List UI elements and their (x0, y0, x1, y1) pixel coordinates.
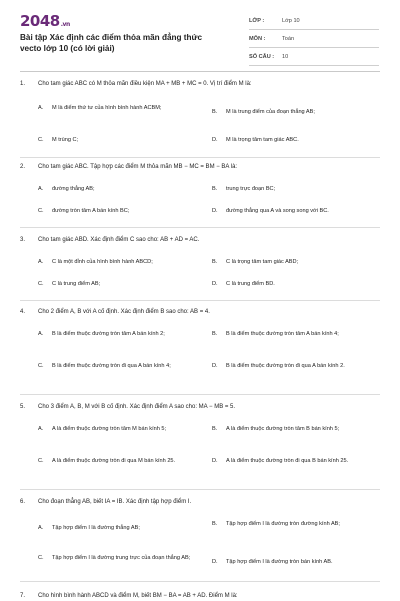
option-text: A là điểm thuộc đường tròn tâm M bán kính 5; (52, 426, 167, 432)
option-b[interactable] (212, 520, 380, 529)
question-divider (20, 300, 380, 301)
option-c[interactable] (38, 457, 198, 466)
option-text: C là một đỉnh của hình bình hành ABCD; (52, 259, 153, 265)
question-5 (20, 403, 380, 464)
option-text: C là trung điểm BD. (226, 281, 275, 287)
option-b[interactable] (212, 108, 380, 117)
option-a[interactable] (38, 330, 198, 339)
option-text: A là điểm thuộc đường tròn đi qua B bán kính 25. (226, 458, 349, 464)
option-text: B là điểm thuộc đường tròn tâm A bán kính 2; (52, 331, 165, 337)
site-logo[interactable] (20, 12, 70, 30)
option-letter: C. (38, 208, 44, 214)
option-letter: A. (38, 331, 44, 337)
option-d[interactable] (212, 457, 380, 466)
option-c[interactable] (38, 136, 198, 145)
option-text: M là trung điểm của đoạn thẳng AB; (226, 109, 315, 115)
option-letter: A. (38, 525, 44, 531)
question-text: Cho tam giác ABC có M thỏa mãn điều kiện MA + MB + MC = 0. Vị trí điểm M là: (38, 81, 252, 87)
question-number: 7. (20, 593, 26, 599)
option-text: C là trung điểm AB; (52, 281, 101, 287)
option-c[interactable] (38, 362, 198, 371)
option-b[interactable] (212, 330, 380, 339)
meta-table (249, 12, 379, 66)
question-text: Cho tam giác ABD. Xác định điểm C sao cho: AB + AD = AC. (38, 237, 200, 243)
meta-value: Toán (282, 35, 295, 42)
option-letter: A. (38, 259, 44, 265)
option-b[interactable] (212, 425, 380, 434)
question-stem (20, 498, 380, 507)
option-letter: A. (38, 186, 44, 192)
option-a[interactable] (38, 185, 198, 194)
option-d[interactable] (212, 280, 380, 289)
option-letter: C. (38, 281, 44, 287)
question-stem (20, 80, 380, 89)
option-letter: C. (38, 458, 44, 464)
logo-text: 2048 (20, 12, 60, 30)
option-letter: D. (212, 281, 218, 287)
option-letter: C. (38, 137, 44, 143)
question-number: 4. (20, 309, 26, 315)
meta-value: 10 (282, 53, 289, 60)
option-d[interactable] (212, 136, 380, 145)
meta-label: MÔN : (249, 35, 266, 42)
question-stem (20, 236, 380, 245)
question-divider (20, 394, 380, 395)
option-letter: C. (38, 363, 44, 369)
question-2 (20, 163, 380, 214)
option-text: B là điểm thuộc đường tròn tâm A bán kính 4; (226, 331, 339, 337)
question-text: Cho 2 điểm A, B với A cố định. Xác định điểm B sao cho: AB = 4. (38, 309, 210, 315)
option-text: A là điểm thuộc đường tròn tâm B bán kính 5; (226, 426, 340, 432)
option-letter: D. (212, 137, 218, 143)
option-text: Tập hợp điểm I là đường thẳng AB; (52, 525, 140, 531)
option-text: A là điểm thuộc đường tròn đi qua M bán kính 25. (52, 458, 176, 464)
question-divider (20, 581, 380, 582)
question-stem (20, 403, 380, 412)
question-divider (20, 489, 380, 490)
question-stem (20, 163, 380, 172)
option-letter: C. (38, 555, 44, 561)
meta-value: Lớp 10 (282, 17, 300, 24)
option-text: B là điểm thuộc đường tròn đi qua A bán kính 2. (226, 363, 345, 369)
option-c[interactable] (38, 207, 198, 216)
meta-row-subject (249, 30, 379, 48)
question-number: 1. (20, 81, 26, 87)
meta-label: LỚP : (249, 17, 265, 24)
option-letter: D. (212, 363, 218, 369)
option-c[interactable] (38, 554, 198, 563)
option-b[interactable] (212, 258, 380, 267)
option-letter: B. (212, 521, 218, 527)
document-title: Bài tập Xác định các điểm thỏa mãn đẳng thức vecto lớp 10 (có lời giải) (20, 33, 202, 53)
option-letter: A. (38, 105, 44, 111)
question-number: 5. (20, 404, 26, 410)
option-d[interactable] (212, 558, 380, 567)
meta-label: SỐ CÂU : (249, 53, 275, 60)
option-a[interactable] (38, 425, 198, 434)
option-text: M trùng C; (52, 137, 79, 143)
option-text: Tập hợp điểm I là đường trung trực của đoạn thẳng AB; (52, 555, 191, 561)
question-6 (20, 498, 380, 565)
option-text: B là điểm thuộc đường tròn đi qua A bán kính 4; (52, 363, 171, 369)
option-d[interactable] (212, 207, 380, 216)
option-text: đường thẳng qua A và song song với BC. (226, 208, 329, 214)
option-c[interactable] (38, 280, 198, 289)
meta-row-grade (249, 12, 379, 30)
option-letter: A. (38, 426, 44, 432)
question-1 (20, 80, 380, 143)
question-number: 6. (20, 499, 26, 505)
question-3 (20, 236, 380, 287)
option-text: trung trực đoạn BC; (226, 186, 276, 192)
meta-row-count (249, 48, 379, 66)
option-text: đường thẳng AB; (52, 186, 95, 192)
question-divider (20, 157, 380, 158)
option-letter: B. (212, 109, 218, 115)
question-text: Cho tam giác ABC. Tập hợp các điểm M thỏa mãn MB − MC = BM − BA là: (38, 164, 238, 170)
option-text: Tập hợp điểm I là đường tròn bán kính AB. (226, 559, 333, 565)
option-a[interactable] (38, 258, 198, 267)
question-stem (20, 308, 380, 317)
question-divider (20, 227, 380, 228)
option-text: M là điểm thứ tư của hình bình hành ACBM; (52, 105, 162, 111)
option-text: đường tròn tâm A bán kính BC; (52, 208, 130, 214)
option-text: Tập hợp điểm I là đường tròn đường kính AB; (226, 521, 340, 527)
question-text: Cho đoạn thẳng AB, biết IA = IB. Xác định tập hợp điểm I. (38, 499, 192, 505)
option-b[interactable] (212, 185, 380, 194)
option-text: M là trọng tâm tam giác ABC. (226, 137, 299, 143)
option-letter: B. (212, 186, 218, 192)
option-a[interactable] (38, 524, 198, 533)
option-letter: B. (212, 426, 218, 432)
question-text: Cho hình bình hành ABCD và điểm M, biết BM − BA = AB + AD. Điểm M là: (38, 593, 238, 599)
option-letter: B. (212, 259, 218, 265)
logo-suffix: .vn (60, 21, 70, 28)
option-a[interactable] (38, 104, 198, 113)
option-d[interactable] (212, 362, 380, 371)
option-letter: B. (212, 331, 218, 337)
option-letter: D. (212, 458, 218, 464)
option-text: C là trọng tâm tam giác ABD; (226, 259, 299, 265)
question-text: Cho 3 điểm A, B, M với B cố định. Xác định điểm A sao cho: MA − MB = 5. (38, 404, 236, 410)
option-letter: D. (212, 559, 218, 565)
header-divider (20, 71, 380, 72)
option-letter: D. (212, 208, 218, 214)
question-number: 2. (20, 164, 26, 170)
question-4 (20, 308, 380, 369)
question-number: 3. (20, 237, 26, 243)
